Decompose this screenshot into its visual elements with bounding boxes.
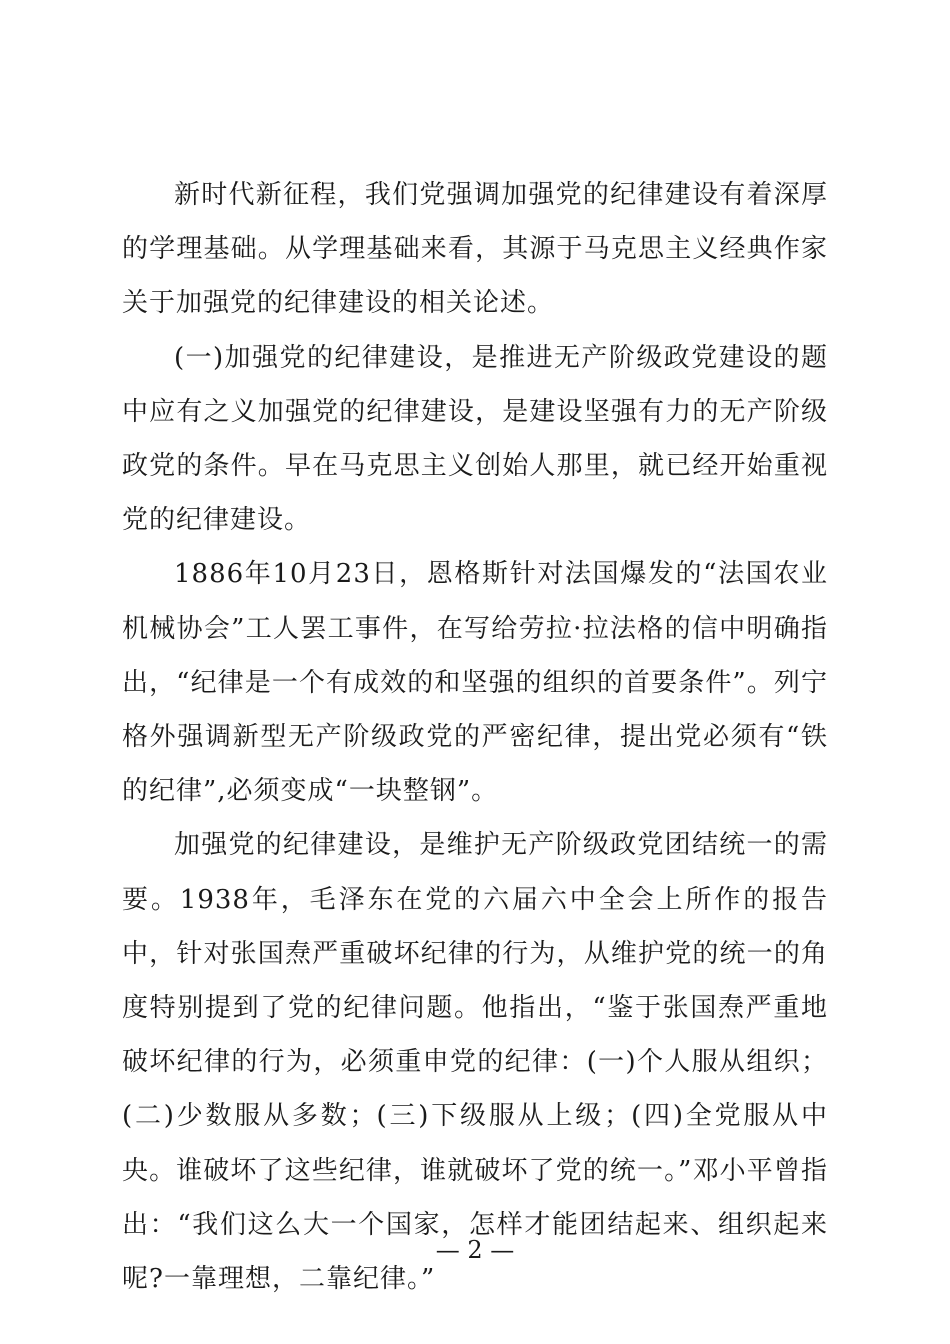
paragraph-2: (一)加强党的纪律建设，是推进无产阶级政党建设的题中应有之义加强党的纪律建设，是建设坚强有力的无产阶级政党的条件。早在马克思主义创始人那里，就已经开始重视党的纪律建设。 [122, 342, 828, 536]
body-text [122, 168, 828, 1306]
paragraph-3: 1886年10月23日，恩格斯针对法国爆发的“法国农业机械协会”工人罢工事件，在写给劳拉·拉法格的信中明确指出，“纪律是一个有成效的和坚强的组织的首要条件”。列宁格外强调新型无产阶级政党的严密纪律，提出党必须有“铁的纪律”,必须变成“一块整钢”。 [122, 559, 828, 807]
page-number: — 2 — [435, 1236, 515, 1264]
paragraph-1: 新时代新征程，我们党强调加强党的纪律建设有着深厚的学理基础。从学理基础来看，其源于马克思主义经典作家关于加强党的纪律建设的相关论述。 [122, 180, 828, 319]
paragraph-4: 加强党的纪律建设，是维护无产阶级政党团结统一的需要。1938年，毛泽东在党的六届六中全会上所作的报告中，针对张国焘严重破坏纪律的行为，从维护党的统一的角度特别提到了党的纪律问题。他指出，“鉴于张国焘严重地破坏纪律的行为，必须重申党的纪律：(一)个人服从组织；(二)少数服从多数；(三)下级服从上级；(四)全党服从中央。谁破坏了这些纪律，谁就破坏了党的统一。”邓小平曾指出：“我们这么大一个国家，怎样才能团结起来、组织起来呢?一靠理想，二靠纪律。” [122, 830, 828, 1295]
